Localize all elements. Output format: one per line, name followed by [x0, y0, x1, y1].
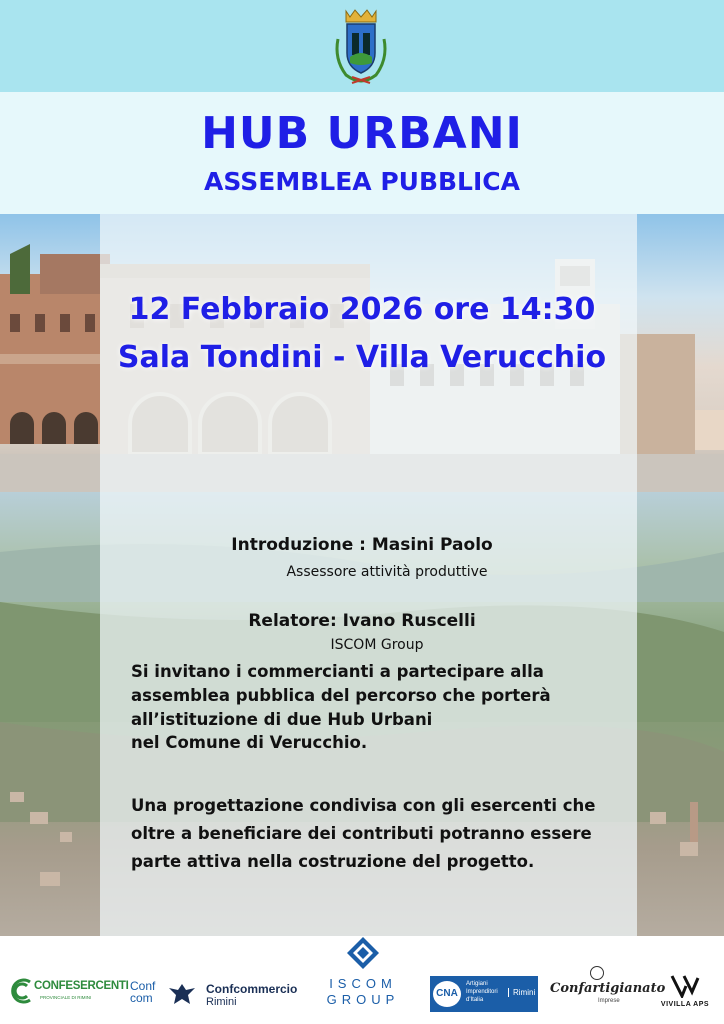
- confcommercio-logo: [168, 982, 302, 1012]
- confartigianato-mark-icon: [590, 966, 604, 980]
- cna-city: Rimini: [508, 988, 535, 997]
- eagle-icon: [168, 982, 196, 1006]
- confcom-text-2: com: [130, 991, 153, 1005]
- poster-title: HUB URBANI: [201, 108, 523, 159]
- paragraph-line: Una progettazione condivisa con gli esercenti che: [131, 796, 596, 815]
- confesercenti-mark-icon: [10, 978, 32, 1004]
- poster-subtitle: ASSEMBLEA PUBBLICA: [204, 167, 520, 196]
- confesercenti-text: CONFESERCENTI: [34, 980, 129, 992]
- confartigianato-text: Confartigianato: [550, 981, 666, 996]
- speaker-organization: ISCOM Group: [330, 637, 424, 653]
- paragraph-line: Si invitano i commercianti a partecipare alla: [131, 662, 544, 681]
- paragraph-line: parte attiva nella costruzione del progetto.: [131, 851, 535, 871]
- coat-of-arms-logo: [330, 9, 392, 87]
- confesercenti-subtext: PROVINCIALE DI RIMINI: [40, 995, 92, 1000]
- vivilla-text: VIVILLA APS: [660, 1001, 710, 1008]
- vivilla-logo: [660, 974, 710, 1014]
- sponsor-footer: [0, 936, 724, 1024]
- cna-text: CNA: [433, 981, 461, 1007]
- event-venue: Sala Tondini - Villa Verucchio: [117, 340, 607, 375]
- intro-role: Assessore attività produttive: [286, 564, 488, 580]
- confcom-logo: [130, 980, 164, 1012]
- cna-description: [466, 980, 498, 1004]
- speaker-heading: Relatore: Ivano Ruscelli: [248, 611, 476, 631]
- group-text: GROUP: [326, 992, 400, 1007]
- iscom-text: ISCOM: [329, 976, 397, 991]
- project-paragraph: [131, 796, 631, 879]
- cna-description-line: Artigiani: [466, 981, 488, 987]
- confartigianato-subtext: Imprese: [598, 998, 620, 1004]
- iscom-diamond-icon: [346, 936, 380, 970]
- invitation-paragraph: [131, 662, 631, 757]
- confcommercio-city: Rimini: [206, 996, 237, 1008]
- paragraph-line: all’istituzione di due Hub Urbani: [131, 709, 433, 729]
- paragraph-line: oltre a beneficiare dei contributi potranno essere: [131, 823, 592, 843]
- vivilla-v-icon: [670, 974, 700, 998]
- cna-description-line: Imprenditori: [466, 989, 498, 995]
- cna-logo: [430, 976, 538, 1012]
- paragraph-line: nel Comune di Verucchio.: [131, 733, 368, 753]
- confcom-text-1: Conf: [130, 979, 156, 993]
- cna-description-line: d'Italia: [466, 997, 484, 1003]
- iscom-group-logo: [318, 936, 408, 1012]
- intro-heading: Introduzione : Masini Paolo: [231, 535, 493, 555]
- paragraph-line: assemblea pubblica del percorso che porterà: [131, 685, 551, 705]
- confesercenti-logo: [10, 976, 129, 1012]
- confcommercio-text: Confcommercio: [206, 982, 298, 996]
- event-date: 12 Febbraio 2026 ore 14:30: [128, 292, 596, 327]
- confartigianato-logo: [550, 966, 666, 1012]
